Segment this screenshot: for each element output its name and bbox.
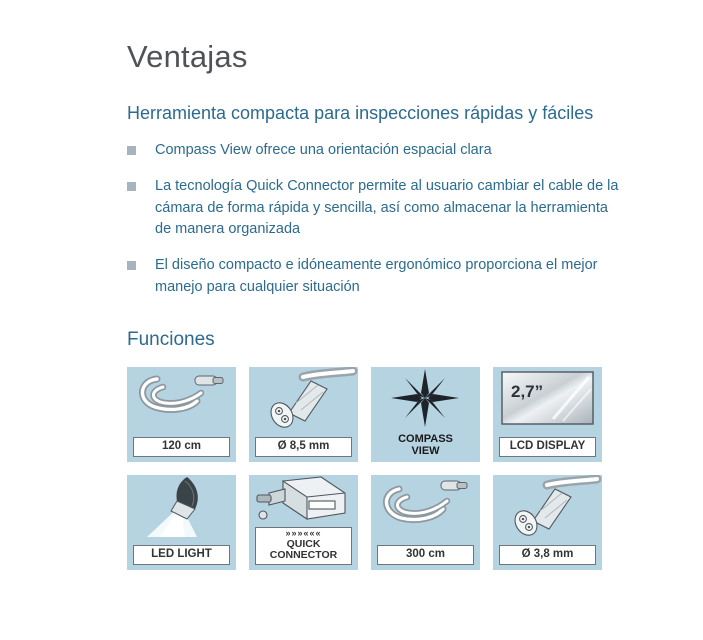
- feature-tile-led-light: [127, 475, 236, 570]
- features-section-title: Funciones: [127, 328, 215, 350]
- lcd-screen-icon: [493, 367, 602, 429]
- compass-label-line2: VIEW: [411, 444, 440, 457]
- feature-caption-quick-connector: [255, 527, 352, 564]
- list-item-text: Compass View ofrece una orientación espacial clara: [155, 142, 492, 159]
- feature-caption-compass: [377, 433, 474, 457]
- bullet-square-icon: [127, 146, 136, 155]
- connector-arrows: »»»«««: [285, 528, 322, 539]
- led-light-icon: [127, 475, 236, 537]
- feature-tile-cable-300: [371, 475, 480, 570]
- list-item: [127, 255, 627, 299]
- page-title: Ventajas: [127, 39, 248, 74]
- feature-caption: 300 cm: [377, 545, 474, 564]
- feature-caption: Ø 8,5 mm: [255, 437, 352, 456]
- section-subheading: Herramienta compacta para inspecciones rápidas y fáciles: [127, 103, 594, 124]
- list-item: [127, 140, 627, 162]
- feature-caption: LCD DISPLAY: [499, 437, 596, 456]
- compass-star-icon: [371, 367, 480, 429]
- bullet-square-icon: [127, 182, 136, 191]
- feature-tile-lcd-display: [493, 367, 602, 462]
- features-grid: [127, 367, 602, 570]
- feature-tile-cable-120: [127, 367, 236, 462]
- connector-label-line2: CONNECTOR: [269, 549, 338, 562]
- list-item-text: El diseño compacto e idóneamente ergonómico proporciona el mejor manejo para cualquier situación: [155, 257, 598, 295]
- feature-caption: LED LIGHT: [133, 545, 230, 564]
- advantages-list: [127, 140, 627, 299]
- feature-tile-head-85: [249, 367, 358, 462]
- feature-tile-head-38: [493, 475, 602, 570]
- list-item-text: La tecnología Quick Connector permite al usuario cambiar el cable de la cámara de forma rápida y sencilla, así como almacenar la herramienta de manera organizada: [155, 177, 619, 238]
- feature-caption: 120 cm: [133, 437, 230, 456]
- lcd-size-text: 2,7”: [511, 381, 544, 401]
- coiled-cable-icon: [371, 475, 480, 537]
- bullet-square-icon: [127, 261, 136, 270]
- camera-head-icon: [249, 367, 358, 429]
- feature-caption: Ø 3,8 mm: [499, 545, 596, 564]
- camera-head-icon: [493, 475, 602, 537]
- feature-tile-compass-view: [371, 367, 480, 462]
- list-item: [127, 176, 627, 241]
- compass-label-line1: COMPASS: [398, 432, 453, 445]
- connector-label-line1: QUICK: [286, 538, 321, 551]
- coiled-cable-icon: [127, 367, 236, 429]
- feature-tile-quick-connector: [249, 475, 358, 570]
